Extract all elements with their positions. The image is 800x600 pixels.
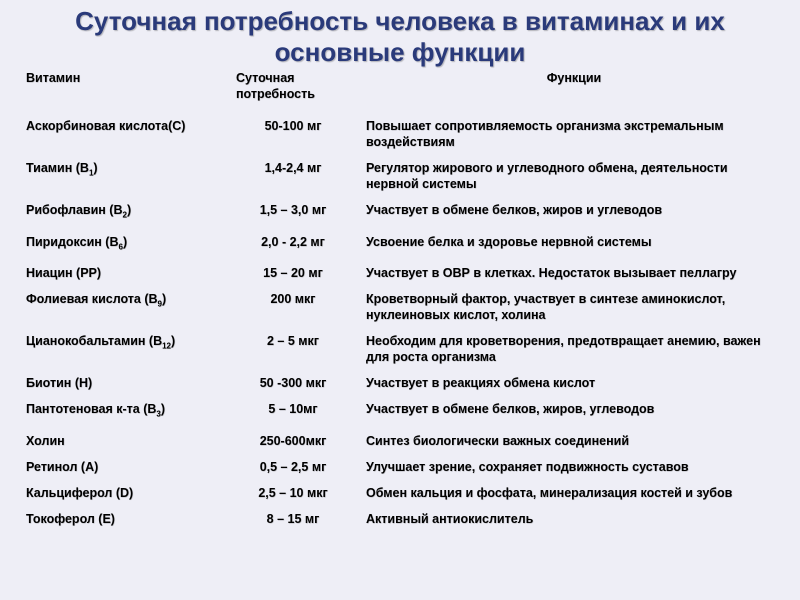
vitamins-table: [16, 66, 788, 533]
vitamin-name-cell: [16, 230, 226, 262]
table-row: [16, 230, 788, 262]
table-row: [16, 371, 788, 397]
vitamin-subscript: 9: [157, 299, 162, 309]
daily-dose-cell: 1,5 – 3,0 мг: [259, 203, 327, 217]
vitamin-name-suffix: ): [160, 402, 166, 416]
vitamin-name: Холин: [26, 433, 65, 448]
function-cell: Усвоение белка и здоровье нервной системы: [366, 234, 652, 249]
vitamin-subscript: 3: [156, 409, 161, 419]
vitamin-name-cell: [16, 507, 226, 533]
table-row: [16, 507, 788, 533]
table-row: [16, 198, 788, 230]
vitamin-subscript: 2: [122, 210, 127, 220]
function-cell: Обмен кальция и фосфата, минерализация костей и зубов: [366, 485, 733, 500]
vitamin-name-cell: [16, 481, 226, 507]
vitamin-name: Фолиевая кислота (В: [26, 292, 158, 306]
vitamin-name-suffix: ): [126, 203, 132, 217]
table-row: [16, 261, 788, 287]
vitamin-name: Токоферол (Е): [26, 511, 115, 526]
function-cell: Синтез биологически важных соединений: [366, 433, 630, 448]
vitamin-name: Кальциферол (D): [26, 485, 134, 500]
daily-dose-cell: 8 – 15 мг: [266, 511, 320, 526]
vitamin-name-cell: [16, 261, 226, 287]
table-row: [16, 287, 788, 329]
daily-dose-cell: 5 – 10мг: [268, 402, 318, 416]
vitamin-name: Пантотеновая к-та (В: [26, 402, 157, 416]
title-line-1: Суточная потребность человека в витаминах и их: [75, 6, 725, 36]
vitamin-name-cell: [16, 114, 226, 156]
vitamin-name-cell: [16, 429, 226, 455]
function-cell: Участвует в обмене белков, жиров и углеводов: [366, 203, 663, 217]
vitamin-name-cell: [16, 156, 226, 198]
function-cell: Участвует в ОВР в клетках. Недостаток вызывает пеллагру: [366, 266, 737, 280]
title-line-2: основные функции: [274, 37, 526, 67]
vitamin-name: Цианокобальтамин (В: [26, 334, 163, 348]
header-daily-need-line-2: потребность: [236, 87, 315, 101]
daily-dose-cell: 2,5 – 10 мкг: [258, 485, 328, 500]
daily-dose-cell: 2,0 - 2,2 мг: [261, 234, 325, 249]
slide-title: [0, 6, 800, 68]
table-row: [16, 114, 788, 156]
vitamin-name-cell: [16, 329, 226, 371]
function-cell: Необходим для кроветворения, предотвращает анемию, важен для роста организма: [366, 334, 761, 364]
table-row: [16, 481, 788, 507]
vitamin-name-cell: [16, 371, 226, 397]
table-row: [16, 329, 788, 371]
table-body: [16, 114, 788, 533]
vitamin-name: Тиамин (В: [26, 161, 89, 175]
header-vitamin: Витамин: [26, 71, 81, 85]
vitamin-name-cell: [16, 455, 226, 481]
daily-dose-cell: 2 – 5 мкг: [267, 334, 319, 348]
vitamin-name-cell: [16, 397, 226, 429]
vitamin-subscript: 12: [162, 341, 172, 351]
function-cell: Участвует в обмене белков, жиров, углеводов: [366, 402, 655, 416]
daily-dose-cell: 200 мкг: [270, 292, 316, 306]
function-cell: Активный антиокислитель: [366, 511, 534, 526]
daily-dose-cell: 1,4-2,4 мг: [264, 161, 322, 175]
header-daily-need-line-1: Суточная: [236, 71, 295, 85]
header-functions: Функции: [546, 71, 602, 85]
vitamin-name: Ниацин (РР): [26, 266, 102, 280]
daily-dose-cell: 0,5 – 2,5 мг: [259, 459, 327, 474]
daily-dose-cell: 50 -300 мкг: [259, 376, 327, 390]
vitamin-name-suffix: ): [93, 161, 98, 175]
function-cell: Кроветворный фактор, участвует в синтезе аминокислот, нуклеиновых кислот, холина: [366, 292, 726, 322]
table-row: [16, 397, 788, 429]
function-cell: Регулятор жирового и углеводного обмена, деятельности нервной системы: [366, 161, 728, 191]
table-header-row: [16, 66, 788, 114]
vitamin-name: Ретинол (А): [26, 459, 99, 474]
vitamin-name: Аскорбиновая кислота(С): [26, 119, 186, 133]
vitamin-name: Пиридоксин (В: [26, 234, 119, 249]
vitamin-subscript: 1: [88, 168, 94, 178]
table-row: [16, 429, 788, 455]
daily-dose-cell: 50-100 мг: [264, 119, 322, 133]
daily-dose-cell: 15 – 20 мг: [263, 266, 323, 280]
vitamin-name: Биотин (Н): [26, 376, 93, 390]
vitamin-name-cell: [16, 198, 226, 230]
function-cell: Улучшает зрение, сохраняет подвижность суставов: [366, 459, 689, 474]
vitamin-name-suffix: ): [162, 292, 167, 306]
function-cell: Участвует в реакциях обмена кислот: [366, 376, 596, 390]
table-row: [16, 455, 788, 481]
vitamin-name-cell: [16, 287, 226, 329]
header-daily-need: [226, 66, 356, 114]
function-cell: Повышает сопротивляемость организма экстремальным воздействиям: [366, 119, 724, 149]
table-row: [16, 156, 788, 198]
vitamin-name-suffix: ): [122, 234, 128, 249]
vitamin-subscript: 6: [118, 242, 123, 251]
daily-dose-cell: 250-600мкг: [259, 433, 327, 448]
vitamin-name-suffix: ): [171, 334, 176, 348]
vitamin-name: Рибофлавин (В: [26, 203, 123, 217]
